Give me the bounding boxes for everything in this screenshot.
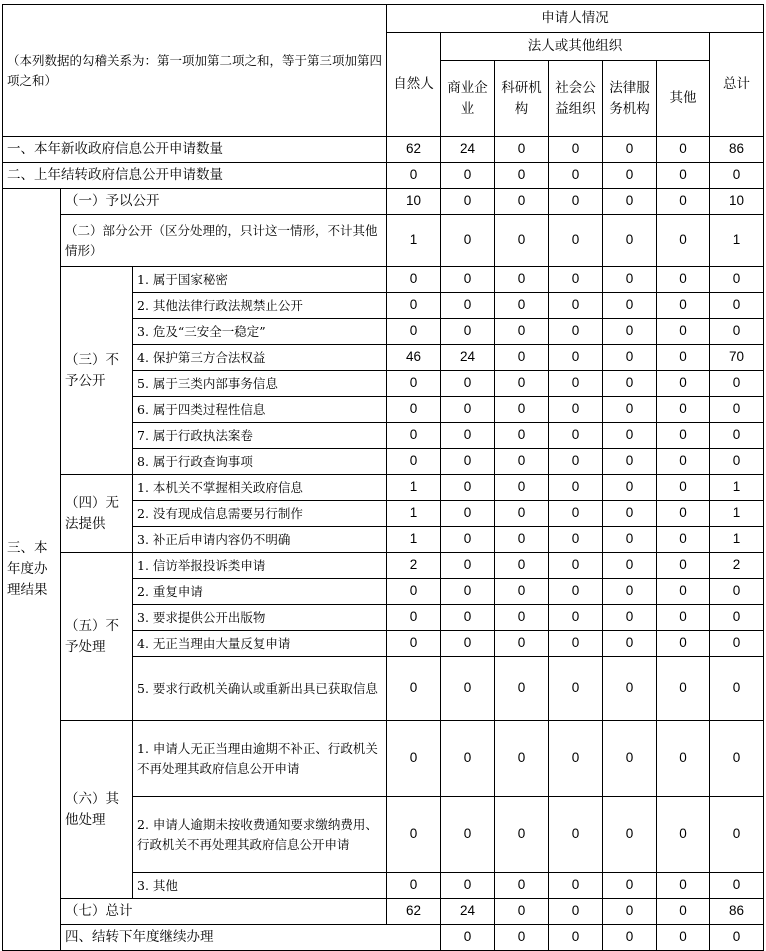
value-cell: 0: [603, 137, 657, 163]
value-cell: 0: [657, 631, 710, 657]
value-cell: 0: [441, 553, 495, 579]
value-cell: 0: [657, 797, 710, 873]
value-cell: 0: [441, 423, 495, 449]
row-label: （七）总计: [61, 899, 387, 925]
value-cell: 0: [495, 657, 549, 721]
value-cell: 24: [441, 137, 495, 163]
value-cell: 0: [603, 449, 657, 475]
value-cell: 0: [603, 631, 657, 657]
value-cell: 0: [710, 163, 764, 189]
value-cell: 2: [710, 553, 764, 579]
report-table: [2, 4, 764, 951]
value-cell: 0: [495, 501, 549, 527]
value-cell: 0: [495, 215, 549, 267]
value-cell: 62: [387, 137, 441, 163]
value-cell: 0: [387, 397, 441, 423]
item-label: 4. 无正当理由大量反复申请: [133, 631, 387, 657]
social-header: 社会公益组织: [549, 61, 603, 137]
value-cell: 1: [710, 527, 764, 553]
value-cell: 0: [549, 925, 603, 951]
value-cell: 0: [441, 873, 495, 899]
value-cell: 0: [657, 527, 710, 553]
value-cell: 0: [603, 345, 657, 371]
value-cell: 0: [603, 475, 657, 501]
row-carried-over: [3, 163, 764, 189]
value-cell: 0: [710, 797, 764, 873]
value-cell: 0: [549, 215, 603, 267]
value-cell: 0: [387, 873, 441, 899]
row-disclosed: [3, 189, 764, 215]
value-cell: 0: [441, 163, 495, 189]
value-cell: 0: [495, 605, 549, 631]
value-cell: 0: [387, 449, 441, 475]
value-cell: 0: [549, 371, 603, 397]
value-cell: 0: [387, 605, 441, 631]
item-label: 8. 属于行政查询事项: [133, 449, 387, 475]
value-cell: 0: [549, 579, 603, 605]
item-label: 2. 没有现成信息需要另行制作: [133, 501, 387, 527]
value-cell: 0: [549, 631, 603, 657]
value-cell: 46: [387, 345, 441, 371]
value-cell: 0: [549, 189, 603, 215]
value-cell: 0: [549, 137, 603, 163]
row-partially-disclosed: [3, 215, 764, 267]
value-cell: 0: [657, 189, 710, 215]
value-cell: 1: [387, 475, 441, 501]
value-cell: 0: [657, 475, 710, 501]
table-row: [3, 553, 764, 579]
value-cell: 0: [603, 423, 657, 449]
item-label: 5. 要求行政机关确认或重新出具已获取信息: [133, 657, 387, 721]
value-cell: 0: [495, 345, 549, 371]
value-cell: 0: [549, 293, 603, 319]
value-cell: 0: [549, 397, 603, 423]
value-cell: 0: [549, 657, 603, 721]
value-cell: 1: [387, 501, 441, 527]
value-cell: 86: [710, 137, 764, 163]
applicant-header: 申请人情况: [387, 5, 764, 33]
table-row: [3, 721, 764, 797]
value-cell: 1: [710, 501, 764, 527]
value-cell: 0: [495, 721, 549, 797]
value-cell: 0: [441, 475, 495, 501]
value-cell: 0: [441, 797, 495, 873]
value-cell: 70: [710, 345, 764, 371]
value-cell: 10: [710, 189, 764, 215]
value-cell: 10: [387, 189, 441, 215]
row-label: 四、结转下年度继续办理: [61, 925, 441, 951]
row-section-total: [3, 899, 764, 925]
value-cell: 0: [710, 631, 764, 657]
value-cell: 0: [441, 721, 495, 797]
value-cell: 0: [549, 527, 603, 553]
value-cell: 0: [603, 721, 657, 797]
value-cell: 1: [710, 475, 764, 501]
value-cell: 0: [387, 423, 441, 449]
item-label: 5. 属于三类内部事务信息: [133, 371, 387, 397]
value-cell: 0: [387, 631, 441, 657]
value-cell: 0: [657, 137, 710, 163]
value-cell: 0: [549, 163, 603, 189]
value-cell: 0: [441, 397, 495, 423]
value-cell: 0: [710, 605, 764, 631]
value-cell: 0: [495, 189, 549, 215]
value-cell: 0: [387, 293, 441, 319]
value-cell: 0: [710, 319, 764, 345]
value-cell: 0: [549, 423, 603, 449]
header-row-applicant: [3, 5, 764, 33]
value-cell: 0: [710, 397, 764, 423]
value-cell: 0: [495, 579, 549, 605]
item-label: 4. 保护第三方合法权益: [133, 345, 387, 371]
value-cell: 0: [657, 899, 710, 925]
value-cell: 0: [495, 449, 549, 475]
value-cell: 0: [603, 657, 657, 721]
value-cell: 1: [387, 215, 441, 267]
value-cell: 0: [657, 579, 710, 605]
value-cell: 0: [495, 475, 549, 501]
value-cell: 0: [657, 215, 710, 267]
value-cell: 0: [657, 319, 710, 345]
value-cell: 0: [603, 267, 657, 293]
item-label: 3. 补正后申请内容仍不明确: [133, 527, 387, 553]
value-cell: 0: [657, 501, 710, 527]
value-cell: 0: [710, 925, 764, 951]
group-label-not-processed: （五）不予处理: [61, 553, 133, 721]
value-cell: 0: [495, 925, 549, 951]
value-cell: 0: [603, 293, 657, 319]
value-cell: 0: [549, 721, 603, 797]
value-cell: 0: [710, 721, 764, 797]
value-cell: 0: [495, 631, 549, 657]
value-cell: 0: [495, 137, 549, 163]
value-cell: 0: [441, 449, 495, 475]
group-label-unable-to-provide: （四）无法提供: [61, 475, 133, 553]
value-cell: 0: [657, 873, 710, 899]
value-cell: 0: [603, 163, 657, 189]
value-cell: 0: [657, 449, 710, 475]
total-header: 总计: [710, 33, 764, 137]
row-label: 一、本年新收政府信息公开申请数量: [3, 137, 387, 163]
value-cell: 86: [710, 899, 764, 925]
value-cell: 0: [657, 423, 710, 449]
value-cell: 0: [441, 189, 495, 215]
value-cell: 0: [549, 797, 603, 873]
row-new-applications: [3, 137, 764, 163]
value-cell: 0: [603, 797, 657, 873]
value-cell: 0: [387, 721, 441, 797]
value-cell: 0: [603, 215, 657, 267]
value-cell: 0: [710, 657, 764, 721]
item-label: 1. 申请人无正当理由逾期不补正、行政机关不再处理其政府信息公开申请: [133, 721, 387, 797]
value-cell: 0: [710, 579, 764, 605]
value-cell: 0: [441, 925, 495, 951]
value-cell: 0: [657, 397, 710, 423]
value-cell: 0: [549, 553, 603, 579]
row-carry-forward: [3, 925, 764, 951]
value-cell: 0: [495, 527, 549, 553]
value-cell: 0: [710, 449, 764, 475]
value-cell: 0: [657, 267, 710, 293]
item-label: 3. 危及“三安全一稳定”: [133, 319, 387, 345]
value-cell: 0: [441, 293, 495, 319]
value-cell: 0: [549, 449, 603, 475]
value-cell: 0: [441, 267, 495, 293]
value-cell: 0: [603, 553, 657, 579]
value-cell: 0: [549, 345, 603, 371]
value-cell: 0: [549, 319, 603, 345]
value-cell: 0: [603, 501, 657, 527]
value-cell: 0: [657, 293, 710, 319]
legal-group-header: 法人或其他组织: [441, 33, 710, 61]
value-cell: 0: [387, 797, 441, 873]
value-cell: 24: [441, 345, 495, 371]
item-label: 1. 本机关不掌握相关政府信息: [133, 475, 387, 501]
item-label: 2. 申请人逾期未按收费通知要求缴纳费用、行政机关不再处理其政府信息公开申请: [133, 797, 387, 873]
value-cell: 0: [657, 925, 710, 951]
value-cell: 0: [495, 267, 549, 293]
value-cell: 0: [657, 371, 710, 397]
value-cell: 0: [495, 371, 549, 397]
value-cell: 0: [710, 873, 764, 899]
value-cell: 0: [657, 657, 710, 721]
group-label-other-handling: （六）其他处理: [61, 721, 133, 899]
value-cell: 0: [495, 397, 549, 423]
value-cell: 0: [657, 345, 710, 371]
value-cell: 0: [495, 423, 549, 449]
table-row: [3, 267, 764, 293]
table-row: [3, 475, 764, 501]
item-label: 1. 信访举报投诉类申请: [133, 553, 387, 579]
value-cell: 0: [549, 605, 603, 631]
legal-service-header: 法律服务机构: [603, 61, 657, 137]
value-cell: 0: [441, 215, 495, 267]
value-cell: 0: [387, 579, 441, 605]
group-label-not-disclosed: （三）不予公开: [61, 267, 133, 475]
item-label: 2. 其他法律行政法规禁止公开: [133, 293, 387, 319]
value-cell: 0: [387, 319, 441, 345]
value-cell: 0: [603, 873, 657, 899]
value-cell: 0: [441, 657, 495, 721]
value-cell: 0: [495, 873, 549, 899]
value-cell: 0: [387, 163, 441, 189]
value-cell: 0: [657, 163, 710, 189]
value-cell: 0: [495, 293, 549, 319]
value-cell: 0: [495, 553, 549, 579]
item-label: 3. 要求提供公开出版物: [133, 605, 387, 631]
value-cell: 0: [603, 397, 657, 423]
value-cell: 0: [710, 293, 764, 319]
value-cell: 62: [387, 899, 441, 925]
value-cell: 24: [441, 899, 495, 925]
value-cell: 0: [710, 267, 764, 293]
value-cell: 0: [603, 371, 657, 397]
value-cell: 0: [387, 267, 441, 293]
value-cell: 0: [603, 189, 657, 215]
value-cell: 0: [603, 319, 657, 345]
value-cell: 0: [441, 579, 495, 605]
value-cell: 0: [549, 873, 603, 899]
item-label: 1. 属于国家秘密: [133, 267, 387, 293]
value-cell: 0: [549, 475, 603, 501]
value-cell: 0: [657, 605, 710, 631]
value-cell: 2: [387, 553, 441, 579]
value-cell: 0: [603, 925, 657, 951]
value-cell: 0: [495, 319, 549, 345]
value-cell: 0: [549, 501, 603, 527]
item-label: 2. 重复申请: [133, 579, 387, 605]
item-label: 3. 其他: [133, 873, 387, 899]
value-cell: 0: [387, 657, 441, 721]
value-cell: 0: [495, 797, 549, 873]
business-header: 商业企业: [441, 61, 495, 137]
value-cell: 0: [603, 605, 657, 631]
value-cell: 0: [603, 527, 657, 553]
value-cell: 0: [657, 721, 710, 797]
research-header: 科研机构: [495, 61, 549, 137]
value-cell: 0: [441, 319, 495, 345]
row-label: （一）予以公开: [61, 189, 387, 215]
natural-person-header: 自然人: [387, 33, 441, 137]
value-cell: 0: [441, 605, 495, 631]
value-cell: 0: [710, 423, 764, 449]
relation-note: （本列数据的勾稽关系为：第一项加第二项之和，等于第三项加第四项之和）: [3, 5, 387, 137]
value-cell: 0: [441, 527, 495, 553]
other-header: 其他: [657, 61, 710, 137]
row-label: （二）部分公开（区分处理的，只计这一情形，不计其他情形）: [61, 215, 387, 267]
value-cell: 0: [495, 899, 549, 925]
value-cell: 0: [387, 371, 441, 397]
item-label: 6. 属于四类过程性信息: [133, 397, 387, 423]
row-label: 二、上年结转政府信息公开申请数量: [3, 163, 387, 189]
value-cell: 0: [549, 899, 603, 925]
value-cell: 0: [603, 899, 657, 925]
value-cell: 0: [603, 579, 657, 605]
value-cell: 0: [495, 163, 549, 189]
value-cell: 0: [441, 371, 495, 397]
value-cell: 0: [549, 267, 603, 293]
item-label: 7. 属于行政执法案卷: [133, 423, 387, 449]
value-cell: 1: [387, 527, 441, 553]
value-cell: 1: [710, 215, 764, 267]
value-cell: 0: [441, 501, 495, 527]
value-cell: 0: [657, 553, 710, 579]
section3-label: 三、本年度办理结果: [3, 189, 61, 951]
value-cell: 0: [441, 631, 495, 657]
value-cell: 0: [710, 371, 764, 397]
